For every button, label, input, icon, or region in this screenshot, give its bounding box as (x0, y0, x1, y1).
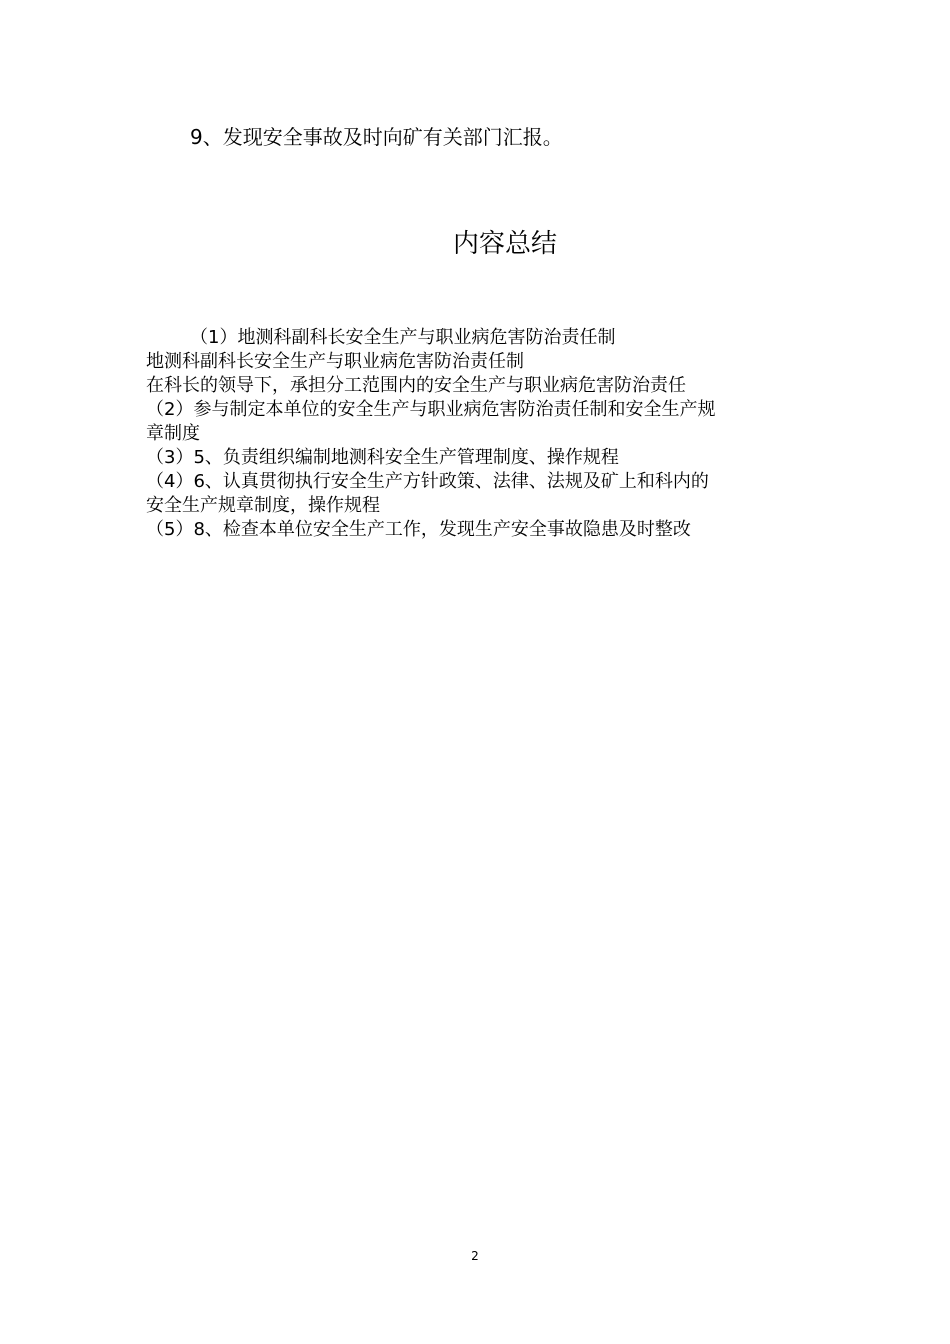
summary-line: （5）8、检查本单位安全生产工作，发现生产安全事故隐患及时整改 (146, 519, 691, 540)
summary-line: 章制度 (146, 423, 200, 444)
summary-line: （2）参与制定本单位的安全生产与职业病危害防治责任制和安全生产规 (146, 399, 716, 420)
summary-line: 地测科副科长安全生产与职业病危害防治责任制 (146, 351, 524, 372)
section-title: 内容总结 (452, 229, 557, 259)
summary-line: （4）6、认真贯彻执行安全生产方针政策、法律、法规及矿上和科内的 (146, 471, 709, 492)
summary-line: （3）5、负责组织编制地测科安全生产管理制度、操作规程 (146, 447, 619, 468)
page-number: 2 (471, 1249, 479, 1263)
list-item-9: 9、发现安全事故及时向矿有关部门汇报。 (190, 125, 563, 149)
summary-block (146, 326, 806, 542)
summary-line: （1）地测科副科长安全生产与职业病危害防治责任制 (190, 327, 616, 348)
summary-line: 安全生产规章制度，操作规程 (146, 495, 380, 516)
summary-line: 在科长的领导下，承担分工范围内的安全生产与职业病危害防治责任 (146, 375, 686, 396)
